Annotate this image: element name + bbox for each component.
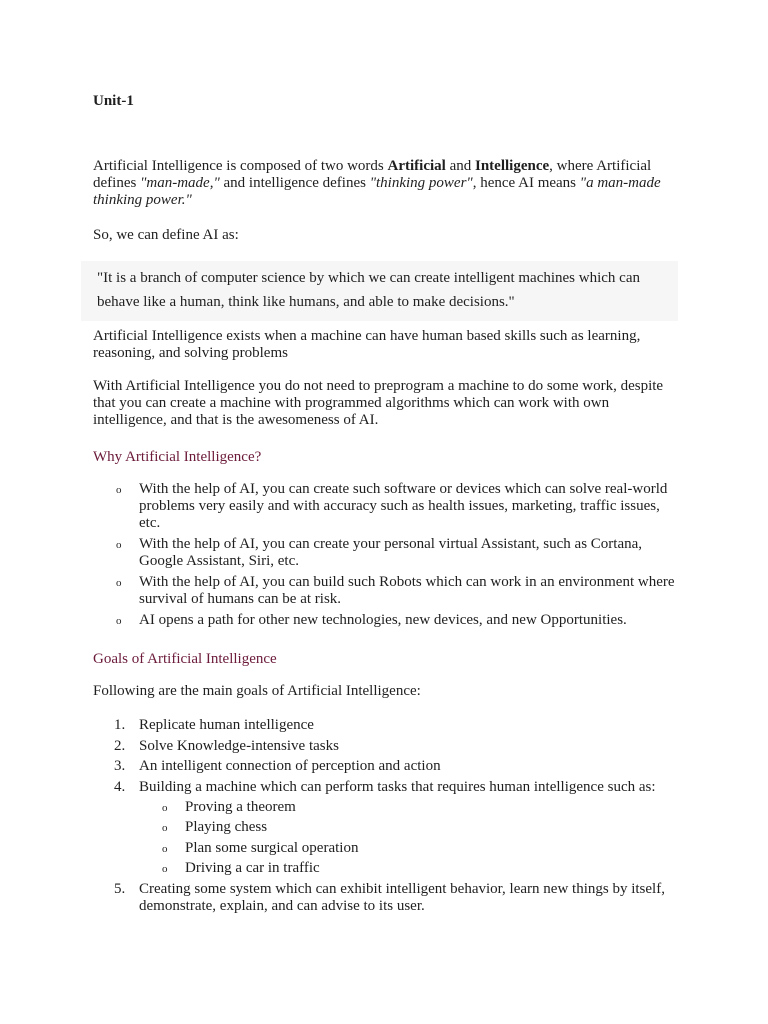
bullet-marker: o [116,539,122,551]
sub-list-item-text: Proving a theorem [185,798,296,815]
intro-italic-man-made: "man-made," [140,175,220,191]
sub-list-item [139,819,683,836]
intro-bold-artificial: Artificial [387,158,446,174]
list-item [93,717,683,734]
sub-list-item-text: Plan some surgical operation [185,839,359,856]
bullet-marker: o [162,842,168,855]
list-item [93,481,683,532]
intro-italic-thinking-power: "thinking power" [369,175,473,191]
list-item-text: Replicate human intelligence [139,717,314,733]
list-item [93,536,683,570]
page-title: Unit-1 [93,93,134,109]
sub-list-item [139,860,683,877]
bullet-marker: o [162,801,168,814]
goals-sub-list [139,799,683,878]
definition-quote: "It is a branch of computer science by which we can create intelligent machines which can behave like a human, think like humans, and able to make decisions." [81,261,678,321]
list-item-text: With the help of AI, you can create such software or devices which can solve real-world problems very easily and with accuracy such as health issues, marketing, traffic issues, etc. [139,481,668,531]
list-number: 5. [114,880,126,897]
sub-list-item-text: Playing chess [185,819,268,835]
intro-paragraph [93,158,678,209]
list-item-text: With the help of AI, you can build such Robots which can work in an environment where survival of humans can be at risk. [139,574,675,607]
sub-list-item [139,799,683,816]
why-ai-heading: Why Artificial Intelligence? [93,449,262,465]
list-item-text: An intelligent connection of perception and action [139,758,441,774]
list-item-text: Solve Knowledge-intensive tasks [139,737,339,754]
list-item-text: Creating some system which can exhibit intelligent behavior, learn new things by itself, demonstrate, explain, and can advise to its user. [139,880,665,914]
intro-bold-intelligence: Intelligence [475,158,550,174]
list-number: 1. [114,717,126,733]
list-item [93,881,683,915]
list-item [93,779,683,878]
intro-text-5: , hence AI means [472,175,580,191]
bullet-marker: o [116,615,122,627]
list-item [93,612,683,629]
intro-italic-definition: "a man-made thinking power." [93,175,661,208]
list-item-text: AI opens a path for other new technologies, new devices, and new Opportunities. [139,612,627,628]
bullet-marker: o [116,484,122,496]
bullet-marker: o [162,822,168,834]
sub-list-item [139,840,683,857]
list-item-text: With the help of AI, you can create your personal virtual Assistant, such as Cortana, Google Assistant, Siri, etc. [139,536,643,569]
list-number: 2. [114,737,126,754]
list-number: 3. [114,758,126,774]
list-item [93,758,683,775]
bullet-marker: o [116,577,122,589]
list-item [93,738,683,755]
bullet-marker: o [162,863,168,875]
why-ai-list [93,481,683,633]
intro-text-3: , where Artificial defines [93,158,652,191]
list-number: 4. [114,778,126,795]
goals-intro: Following are the main goals of Artificial Intelligence: [93,683,421,699]
intro-text-2: and [445,158,475,174]
exists-paragraph: Artificial Intelligence exists when a machine can have human based skills such as learning, reasoning, and solving problems [93,328,641,361]
intro-text-1: Artificial Intelligence is composed of two words [93,158,388,174]
goals-list [93,717,683,918]
sub-list-item-text: Driving a car in traffic [185,860,320,876]
with-ai-paragraph: With Artificial Intelligence you do not need to preprogram a machine to do some work, despite that you can create a machine with programmed algorithms which can work with own intelligence, and that is the awesomeness of AI. [93,378,664,428]
define-paragraph: So, we can define AI as: [93,227,239,243]
goals-heading: Goals of Artificial Intelligence [93,651,277,667]
list-item-text: Building a machine which can perform tasks that requires human intelligence such as: [139,778,656,795]
list-item [93,574,683,608]
intro-text-4: and intelligence defines [219,175,370,191]
